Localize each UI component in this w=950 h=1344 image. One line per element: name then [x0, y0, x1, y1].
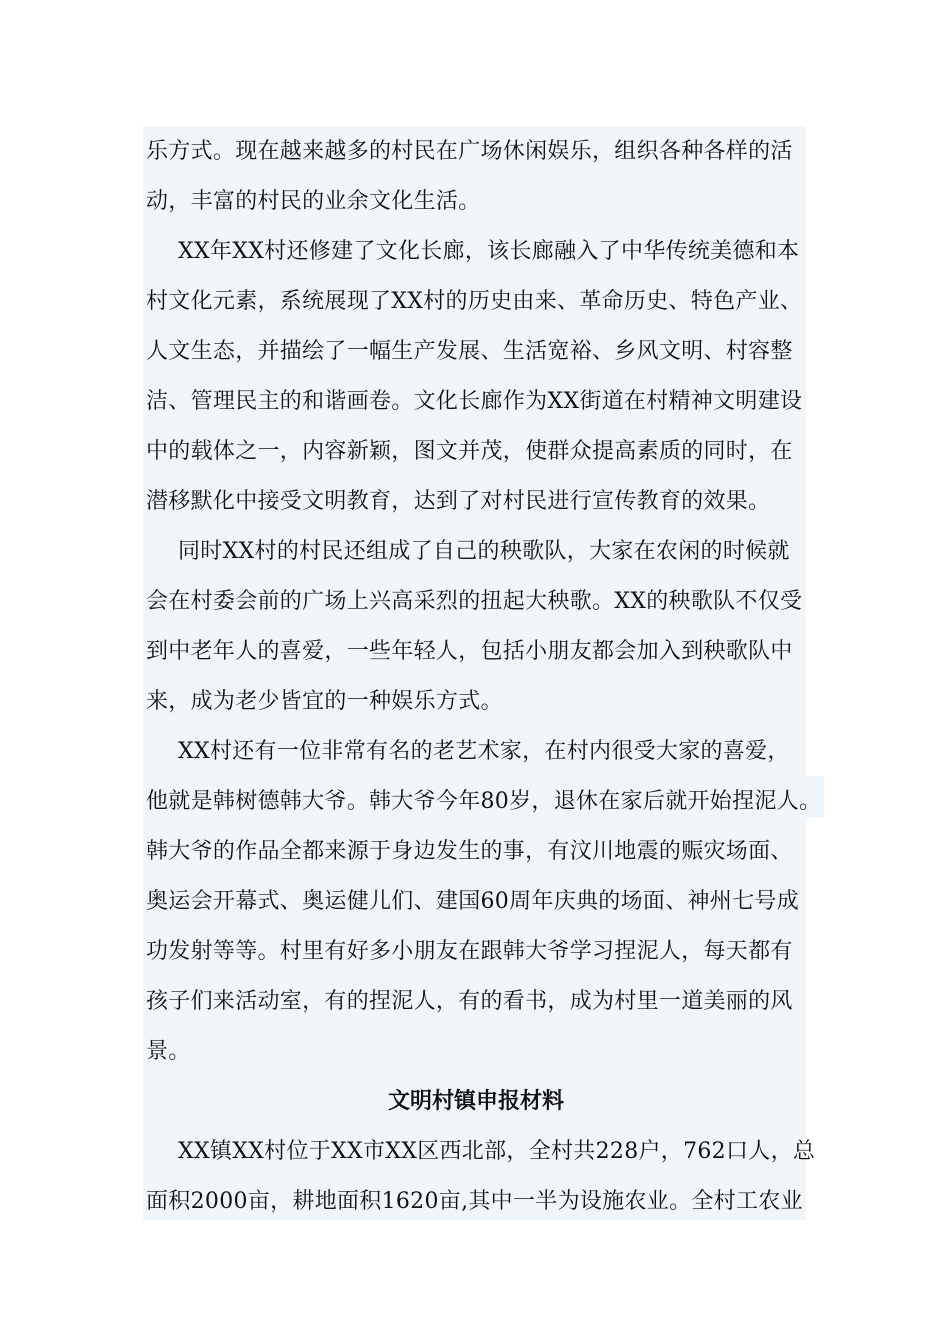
body-line: 乐方式。现在越来越多的村民在广场休闲娱乐，组织各种各样的活	[146, 139, 793, 164]
body-line: 洁、管理民主的和谐画卷。文化长廊作为XX街道在村精神文明建设	[146, 389, 803, 414]
paragraph-start-line: XX年XX村还修建了文化长廊，该长廊融入了中华传统美德和本	[178, 239, 800, 264]
body-line: 到中老年人的喜爱，一些年轻人，包括小朋友都会加入到秧歌队中	[146, 639, 793, 664]
body-line: 中的载体之一，内容新颖，图文并茂，使群众提高素质的同时，在	[146, 439, 793, 464]
body-line: 韩大爷的作品全都来源于身边发生的事，有汶川地震的赈灾场面、	[146, 839, 793, 864]
body-line: 会在村委会前的广场上兴高采烈的扭起大秧歌。XX的秧歌队不仅受	[146, 589, 803, 614]
body-line: 人文生态，并描绘了一幅生产发展、生活宽裕、乡风文明、村容整	[146, 339, 793, 364]
body-line: 村文化元素，系统展现了XX村的历史由来、革命历史、特色产业、	[146, 289, 803, 314]
paragraph-start-line: XX镇XX村位于XX市XX区西北部，全村共228户，762口人，总	[178, 1139, 816, 1164]
body-line: 功发射等等。村里有好多小朋友在跟韩大爷学习捏泥人，每天都有	[146, 939, 793, 964]
body-line: 面积2000亩，耕地面积1620亩,其中一半为设施农业。全村工农业	[146, 1189, 803, 1214]
body-line: 潜移默化中接受文明教育，达到了对村民进行宣传教育的效果。	[146, 489, 771, 514]
section-heading: 文明村镇申报材料	[387, 1089, 564, 1114]
paragraph-start-line: 同时XX村的村民还组成了自己的秧歌队，大家在农闲的时候就	[178, 539, 790, 564]
body-line: 来，成为老少皆宜的一种娱乐方式。	[146, 689, 503, 714]
paragraph-start-line: XX村还有一位非常有名的老艺术家，在村内很受大家的喜爱，	[178, 739, 790, 764]
body-line: 他就是韩树德韩大爷。韩大爷今年80岁，退休在家后就开始捏泥人。	[146, 789, 822, 814]
document-body	[146, 127, 826, 1227]
body-line: 景。	[146, 1039, 191, 1064]
body-line: 孩子们来活动室，有的捏泥人，有的看书，成为村里一道美丽的风	[146, 989, 793, 1014]
body-line: 动，丰富的村民的业余文化生活。	[146, 189, 481, 214]
body-line: 奥运会开幕式、奥运健儿们、建国60周年庆典的场面、神州七号成	[146, 889, 799, 914]
